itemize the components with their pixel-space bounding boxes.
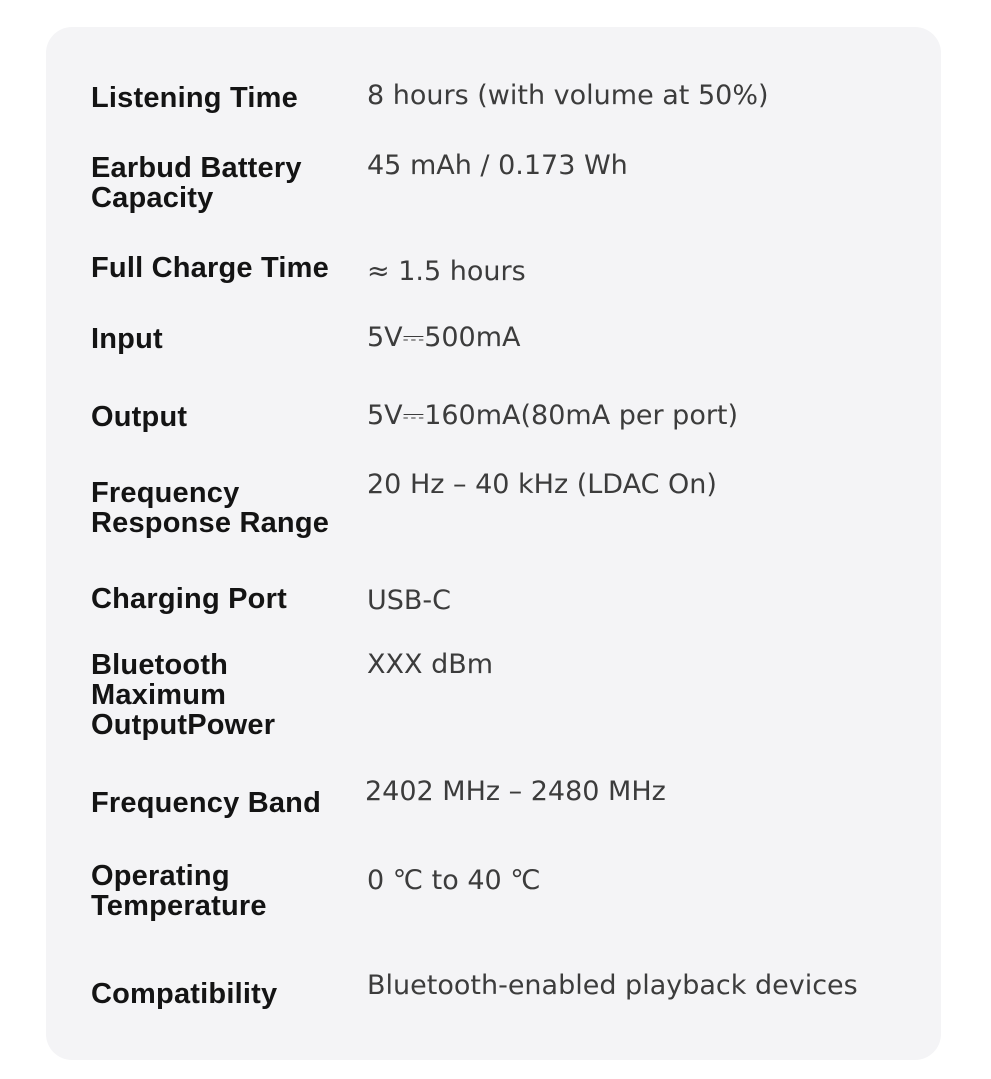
spec-label: Frequency Response Range <box>91 477 330 539</box>
spec-label: Input <box>91 323 163 355</box>
spec-label: Operating Temperature <box>91 860 267 922</box>
spec-label: Listening Time <box>91 82 298 114</box>
spec-label: Frequency Band <box>91 787 322 819</box>
spec-value: 0 ℃ to 40 ℃ <box>367 865 541 896</box>
spec-value: ≈ 1.5 hours <box>367 256 526 287</box>
spec-value: XXX dBm <box>367 649 494 680</box>
spec-value: 20 Hz – 40 kHz (LDAC On) <box>367 469 717 500</box>
spec-value: 5V⎓160mA(80mA per port) <box>367 400 739 431</box>
spec-value: 45 mAh / 0.173 Wh <box>367 150 628 181</box>
spec-label: Output <box>91 401 188 433</box>
spec-value: 8 hours (with volume at 50%) <box>367 80 769 111</box>
spec-label: Bluetooth Maximum OutputPower <box>91 649 276 741</box>
spec-value: 5V⎓500mA <box>367 322 521 353</box>
spec-label: Full Charge Time <box>91 252 329 284</box>
specifications-card <box>46 27 941 1060</box>
spec-label: Compatibility <box>91 978 278 1010</box>
spec-value: USB-C <box>367 585 452 616</box>
spec-label: Earbud Battery Capacity <box>91 152 302 214</box>
spec-value: Bluetooth-enabled playback devices <box>367 970 858 1001</box>
spec-value: 2402 MHz – 2480 MHz <box>365 776 666 807</box>
spec-label: Charging Port <box>91 583 287 615</box>
